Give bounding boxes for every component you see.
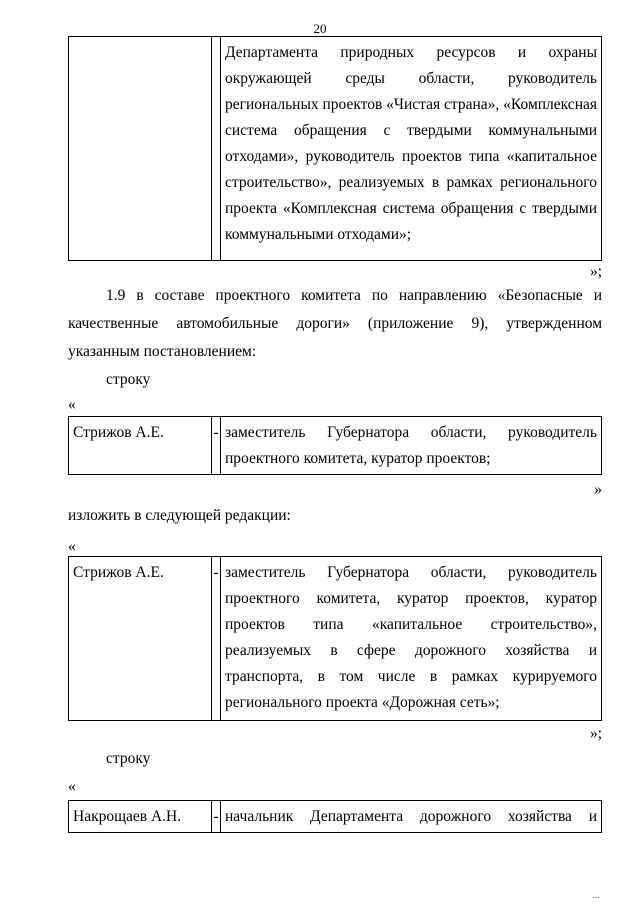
desc-line: проектов типа «капитальное строительство», <box>225 616 597 633</box>
page-number: 20 <box>313 21 327 36</box>
name-cell: Стрижов А.Е. <box>69 557 212 721</box>
description-cell <box>221 557 602 721</box>
desc-line: начальник Департамента дорожного хозяйства и <box>225 808 597 825</box>
table-continuation <box>68 36 602 261</box>
desc-line: транспорта, в том числе в рамках курируемого <box>225 668 597 685</box>
table-old-entry <box>68 416 602 475</box>
description-cell <box>221 801 602 833</box>
desc-line: проектного комитета, куратор проектов; <box>225 450 491 467</box>
desc-line: проектного комитета, куратор проектов, куратор <box>225 590 597 607</box>
dash-cell: - <box>212 417 221 475</box>
desc-line: регионального проекта «Дорожная сеть»; <box>225 694 500 711</box>
paragraph-line: указанным постановлением: <box>68 343 257 360</box>
desc-line: реализуемых в сфере дорожного хозяйства и <box>225 642 597 659</box>
desc-line: отходами», руководитель проектов типа «капитальное <box>225 148 597 165</box>
description-cell <box>221 417 602 475</box>
instruction-text: изложить в следующей редакции: <box>68 507 291 524</box>
desc-line: коммунальными отходами»; <box>225 226 412 243</box>
name-cell: Стрижов А.Е. <box>69 417 212 475</box>
description-cell <box>221 37 602 261</box>
desc-line: проекта «Комплексная система обращения с твердыми <box>225 200 597 217</box>
desc-line: региональных проектов «Чистая страна», «Комплексная <box>225 96 597 113</box>
dash-cell: - <box>212 557 221 721</box>
desc-line: система обращения с твердыми коммунальными <box>225 122 597 139</box>
opening-quote: « <box>68 396 76 413</box>
paragraph-line: качественные автомобильные дороги» (приложение 9), утвержденном <box>68 315 602 332</box>
opening-quote: « <box>68 778 76 795</box>
opening-quote: « <box>68 538 76 555</box>
dash-cell: - <box>212 801 221 833</box>
continuation-mark: ... <box>592 890 600 901</box>
desc-line: Департамента природных ресурсов и охраны <box>225 44 597 61</box>
desc-line: заместитель Губернатора области, руководитель <box>225 424 597 441</box>
desc-line: окружающей среды области, руководитель <box>225 70 597 87</box>
table-next-entry <box>68 800 602 833</box>
paragraph-line: 1.9 в составе проектного комитета по направлению «Безопасные и <box>106 287 602 304</box>
closing-quote: » <box>594 481 602 498</box>
closing-quote: »; <box>589 725 602 742</box>
stroku-label: строку <box>106 750 151 767</box>
desc-line: заместитель Губернатора области, руководитель <box>225 564 597 581</box>
name-cell-empty <box>69 37 212 261</box>
name-cell: Накрощаев А.Н. <box>69 801 212 833</box>
closing-quote: »; <box>589 263 602 280</box>
desc-line: строительство», реализуемых в рамках регионального <box>225 174 597 191</box>
dash-cell-empty <box>212 37 221 261</box>
table-new-entry <box>68 556 602 721</box>
stroku-label: строку <box>106 371 151 388</box>
